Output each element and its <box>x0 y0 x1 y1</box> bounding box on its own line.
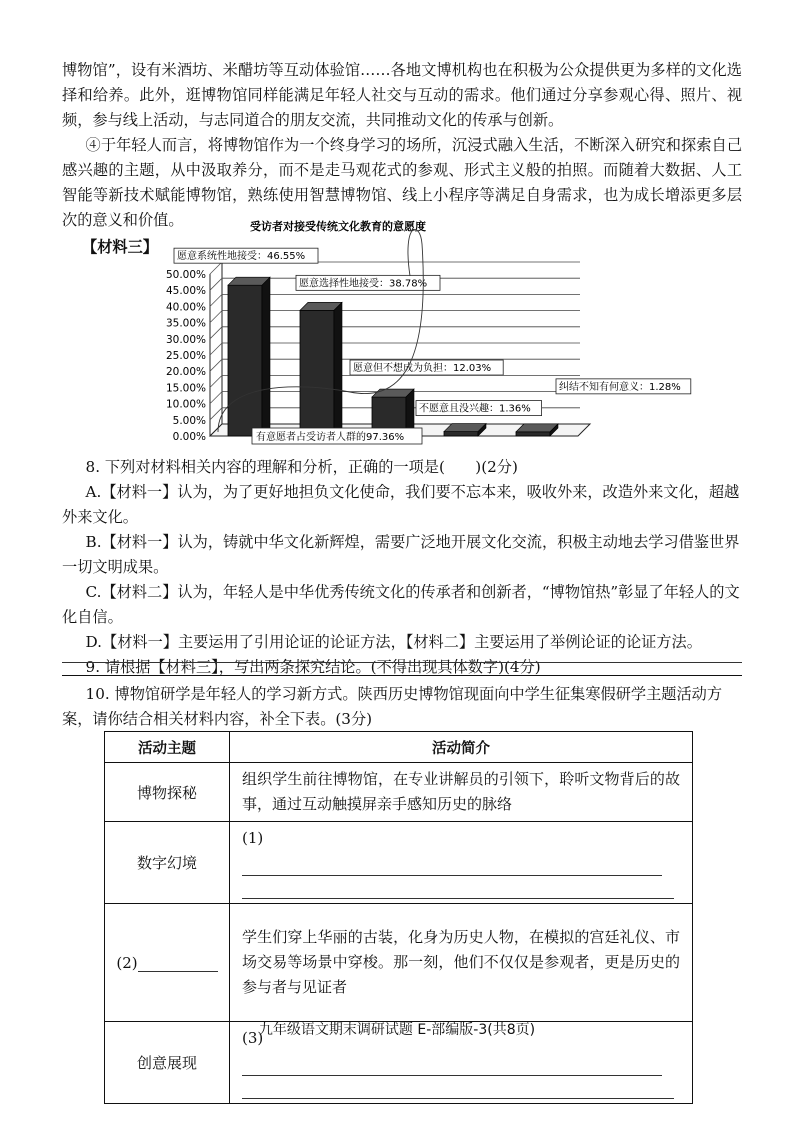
bar-2 <box>300 302 342 436</box>
y-tick-label: 30.00% <box>165 333 206 346</box>
row2-intro-blank[interactable] <box>230 822 693 904</box>
svg-text:纠结不知有何意义：1.28%: 纠结不知有何意义：1.28% <box>559 381 681 393</box>
header-intro: 活动简介 <box>230 732 693 763</box>
q9-stem: 9. 请根据【材料三】，写出两条探究结论。(不得出现具体数字)(4分) <box>85 658 541 676</box>
svg-text:愿意系统性地接受：46.55%: 愿意系统性地接受：46.55% <box>177 251 306 263</box>
question-8 <box>62 455 742 680</box>
svg-text:愿意但不想成为负担：12.03%: 愿意但不想成为负担：12.03% <box>353 363 492 375</box>
question-10 <box>62 682 742 732</box>
row1-intro: 组织学生前往博物馆，在专业讲解员的引领下，聆听文物背后的故事，通过互动触摸屏亲手感知历史的脉络 <box>230 763 693 822</box>
page-footer: 九年级语文期末调研试题 E-部编版-3(共8页) <box>258 1022 536 1038</box>
y-tick-label: 45.00% <box>165 285 206 298</box>
bar-5 <box>516 424 558 436</box>
annotation-text: 有意愿者占受访者人群的97.36% <box>256 432 405 443</box>
blank-2-line[interactable] <box>138 971 218 972</box>
willingness-bar-chart <box>160 216 681 452</box>
y-tick-label: 35.00% <box>165 317 206 330</box>
row3-intro: 学生们穿上华丽的古装，化身为历史人物，在模拟的宫廷礼仪、市场交易等场景中穿梭。那一刻，他们不仅仅是参观者，更是历史的参与者与见证者 <box>230 904 693 1022</box>
blank-3-line[interactable] <box>242 1075 662 1076</box>
data-label-4 <box>416 401 542 416</box>
q8-option-c[interactable]: C.【材料二】认为，年轻人是中华优秀传统文化的传承者和创新者，“博物馆热”彰显了年轻人的文化自信。 <box>62 583 740 626</box>
blank-1-label: (1) <box>242 829 264 847</box>
row4-theme: 创意展现 <box>105 1022 230 1104</box>
material2-paragraph-4: ④于年轻人而言，将博物馆作为一个终身学习的场所，沉浸式融入生活，不断深入研究和探索自己感兴趣的主题，从中汲取养分，而不是走马观花式的参观、形式主义般的拍照。而随着大数据、人工智能等新技术赋能博物馆，熟练使用智慧博物馆、线上小程序等满足自身需求，也为成长增添更多层次的意义和价值。 <box>62 136 742 229</box>
section-divider <box>62 675 742 676</box>
blank-2-label: (2) <box>116 953 138 972</box>
q8-option-a[interactable]: A.【材料一】认为，为了更好地担负文化使命，我们要不忘本来，吸收外来，改造外来文化，超越外来文化。 <box>62 483 740 526</box>
data-label-5 <box>556 379 691 394</box>
y-tick-label: 40.00% <box>165 301 206 314</box>
material3-label: 【材料三】 <box>82 238 158 256</box>
activity-plan-table <box>104 731 693 1104</box>
blank-1-line-2[interactable] <box>242 876 674 899</box>
q8-option-b[interactable]: B.【材料一】认为，铸就中华文化新辉煌，需要广泛地开展文化交流，积极主动地去学习借鉴世界一切文明成果。 <box>62 533 740 576</box>
data-label-3 <box>350 360 503 375</box>
table-row <box>105 904 693 1022</box>
y-tick-label: 5.00% <box>172 414 206 427</box>
bar-4 <box>444 424 486 436</box>
q10-stem: 10. 博物馆研学是年轻人的学习新方式。陕西历史博物馆现面向中学生征集寒假研学主题活动方案，请你结合相关材料内容，补全下表。(3分) <box>62 685 723 728</box>
table-header-row <box>105 732 693 763</box>
header-theme: 活动主题 <box>105 732 230 763</box>
y-tick-label: 50.00% <box>165 269 206 281</box>
row1-theme: 博物探秘 <box>105 763 230 822</box>
q8-stem: 8. 下列对材料相关内容的理解和分析，正确的一项是( )(2分) <box>85 458 518 476</box>
q9-answer-line[interactable] <box>62 662 742 663</box>
svg-text:愿意选择性地接受：38.78%: 愿意选择性地接受：38.78% <box>299 278 428 290</box>
table-row <box>105 822 693 904</box>
row3-theme-blank[interactable] <box>105 904 230 1022</box>
chart-y-ticks <box>166 269 206 443</box>
blank-3-label: (3) <box>242 1029 264 1047</box>
row2-theme: 数字幻境 <box>105 822 230 904</box>
q8-option-d[interactable]: D.【材料一】主要运用了引用论证的论证方法，【材料二】主要运用了举例论证的论证方法。 <box>85 633 702 651</box>
blank-1-line[interactable] <box>242 875 662 876</box>
chart-title: 受访者对接受传统文化教育的意愿度 <box>250 220 426 233</box>
table-row <box>105 763 693 822</box>
data-label-1 <box>174 248 318 263</box>
bar-1 <box>228 277 270 436</box>
svg-text:不愿意且没兴趣：1.36%: 不愿意且没兴趣：1.36% <box>419 403 531 415</box>
y-tick-label: 10.00% <box>165 398 206 411</box>
y-tick-label: 25.00% <box>165 350 206 362</box>
data-label-2 <box>296 275 440 290</box>
blank-3-line-2[interactable] <box>242 1076 674 1099</box>
y-tick-label: 20.00% <box>165 366 206 379</box>
y-tick-label: 15.00% <box>165 382 206 395</box>
y-tick-label: 0.00% <box>172 431 206 443</box>
material2-paragraph-continued: 博物馆”，设有米酒坊、米醋坊等互动体验馆……各地文博机构也在积极为公众提供更为多样的文化选择和给养。此外，逛博物馆同样能满足年轻人社交与互动的需求。他们通过分享参观心得、照片、视频，参与线上活动，与志同道合的朋友交流，共同推动文化的传承与创新。 <box>62 61 742 129</box>
